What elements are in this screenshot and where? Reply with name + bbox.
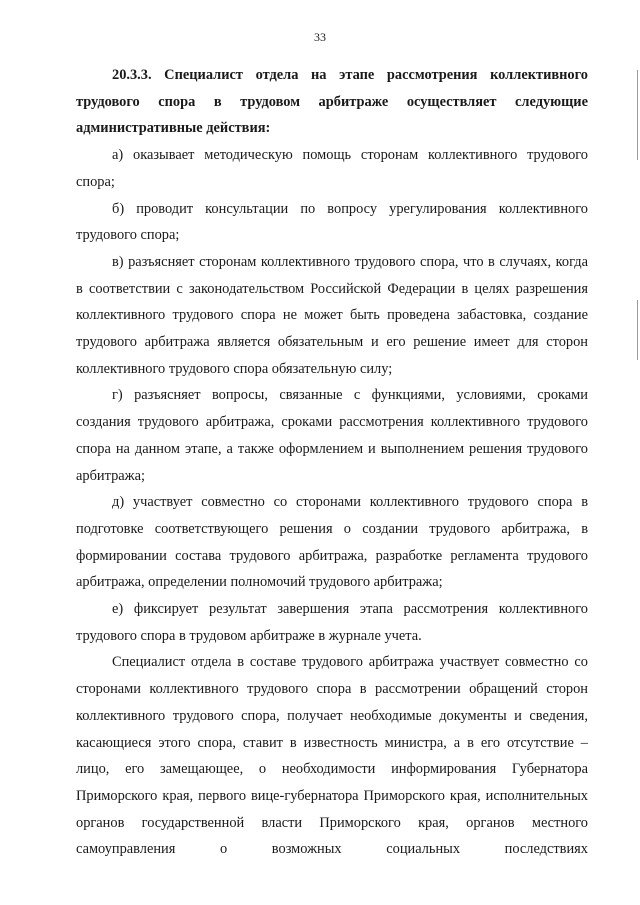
document-body xyxy=(76,62,588,863)
scan-edge-mark xyxy=(637,300,638,360)
list-item-b: б) проводит консультации по вопросу урегулирования коллективного трудового спора; xyxy=(76,200,588,244)
list-item-g: г) разъясняет вопросы, связанные с функциями, условиями, сроками создания трудового арбитража, сроками рассмотрения коллективного трудового спора на данном этапе, а также оформлением и выполнением решения трудового арбитража; xyxy=(76,387,588,484)
scan-edge-mark xyxy=(637,70,638,160)
page-number: 33 xyxy=(314,30,326,44)
list-item-a: а) оказывает методическую помощь сторонам коллективного трудового спора; xyxy=(76,147,588,190)
list-item-v: в) разъясняет сторонам коллективного трудового спора, что в случаях, когда в соответствии с законодательством Российской Федерации в целях разрешения коллективного трудового спора не может быть проведена забастовка, создание трудового арбитража является обязательным и его решение имеет для сторон коллективного трудового спора обязательную силу; xyxy=(76,253,588,377)
closing-paragraph: Специалист отдела в составе трудового арбитража участвует совместно со сторонами коллективного трудового спора в рассмотрении обращений сторон коллективного трудового спора, получает необходимые документы и сведения, касающиеся этого спора, ставит в известность министра, а в его отсутствие – лицо, его замещающее, о необходимости информирования Губернатора Приморского края, первого вице-губернатора Приморского края, исполнительных органов государственной власти Приморского края, органов местного самоуправления о возможных социальных последствиях xyxy=(76,654,588,858)
list-item-e: е) фиксирует результат завершения этапа рассмотрения коллективного трудового спора в трудовом арбитраже в журнале учета. xyxy=(76,601,588,644)
list-item-d: д) участвует совместно со сторонами коллективного трудового спора в подготовке соответствующего решения о создании трудового арбитража, в формировании состава трудового арбитража, разработке регламента трудового арбитража, определении полномочий трудового арбитража; xyxy=(76,494,588,591)
section-heading: 20.3.3. Специалист отдела на этапе рассмотрения коллективного трудового спора в трудовом арбитраже осуществляет следующие административные действия: xyxy=(76,67,588,137)
